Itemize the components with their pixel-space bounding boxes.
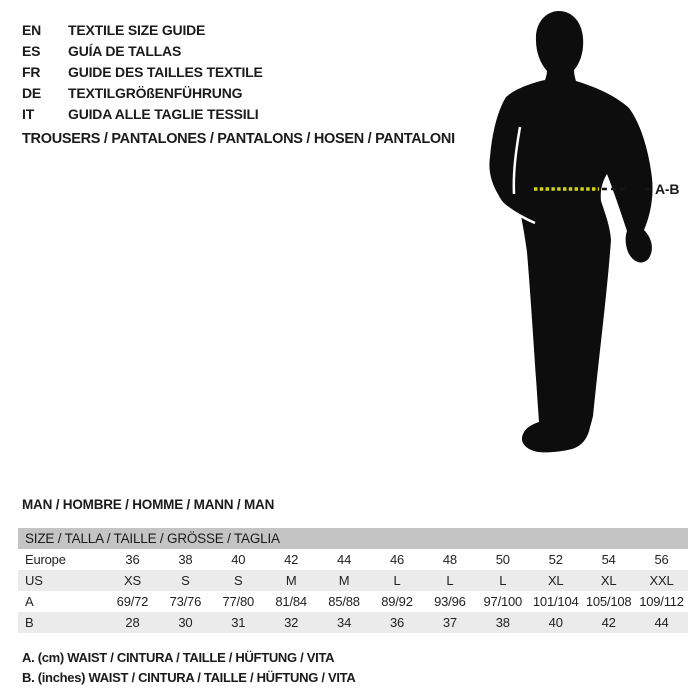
size-value-cell: 42 — [284, 552, 299, 567]
language-row-es — [22, 40, 263, 61]
language-code: DE — [22, 84, 42, 101]
size-value-cell: 44 — [337, 552, 352, 567]
language-row-en — [22, 19, 263, 40]
category-title: TROUSERS / PANTALONES / PANTALONS / HOSEN / PANTALONI — [22, 131, 455, 147]
section-title-man: MAN / HOMBRE / HOMME / MANN / MAN — [22, 497, 275, 512]
language-list — [22, 19, 263, 124]
size-value-cell: 42 — [582, 612, 635, 633]
language-code: FR — [22, 63, 41, 80]
size-value-cell: 77/80 — [222, 594, 255, 609]
size-value-cell: 81/84 — [275, 594, 307, 609]
table-row-us — [18, 570, 688, 591]
size-value-cell: 34 — [318, 612, 371, 633]
size-value-cell: XS — [106, 570, 159, 591]
language-label: GUÍA DE TALLAS — [68, 42, 182, 59]
size-value-cell: 40 — [231, 552, 246, 567]
size-value-cell: 109/112 — [639, 594, 684, 609]
size-value-cell: 37 — [423, 612, 476, 633]
size-value-cell: 31 — [212, 612, 265, 633]
language-label: GUIDE DES TAILLES TEXTILE — [68, 63, 263, 80]
size-value-cell: M — [265, 570, 318, 591]
size-value-cell: 93/96 — [434, 594, 466, 609]
size-value-cell: XL — [529, 570, 582, 591]
row-label-cell: US — [18, 570, 106, 591]
size-value-cell: 36 — [371, 612, 424, 633]
size-value-cell: 32 — [265, 612, 318, 633]
size-table-header-row — [18, 528, 688, 549]
row-label-cell: Europe — [25, 552, 66, 567]
man-silhouette-body — [489, 11, 652, 452]
language-label: TEXTILGRÖßENFÜHRUNG — [68, 84, 243, 101]
table-row-b — [18, 612, 688, 633]
table-row-a — [18, 591, 688, 612]
size-value-cell: 38 — [178, 552, 193, 567]
size-value-cell: XXL — [635, 570, 688, 591]
size-value-cell: XL — [582, 570, 635, 591]
size-value-cell: 54 — [601, 552, 616, 567]
size-value-cell: 97/100 — [483, 594, 523, 609]
size-value-cell: 38 — [476, 612, 529, 633]
size-value-cell: 52 — [548, 552, 563, 567]
language-label: GUIDA ALLE TAGLIE TESSILI — [68, 105, 259, 122]
size-value-cell: 101/104 — [532, 594, 579, 609]
size-value-cell: 56 — [654, 552, 669, 567]
size-value-cell: 30 — [159, 612, 212, 633]
size-value-cell: 36 — [125, 552, 140, 567]
arm-torso-gap-left — [514, 127, 520, 194]
size-value-cell: 105/108 — [585, 594, 632, 609]
language-row-fr — [22, 61, 263, 82]
table-row-europe — [18, 549, 688, 570]
row-label-cell: A — [25, 594, 34, 609]
size-value-cell: 50 — [495, 552, 510, 567]
size-value-cell: 44 — [635, 612, 688, 633]
size-value-cell: L — [476, 570, 529, 591]
footnote-a: A. (cm) WAIST / CINTURA / TAILLE / HÜFTUNG / VITA — [22, 650, 335, 665]
measure-label: A-B — [655, 181, 680, 197]
size-value-cell: M — [318, 570, 371, 591]
size-value-cell: L — [371, 570, 424, 591]
row-label-cell: B — [18, 612, 106, 633]
hand-pocket-gap — [497, 199, 535, 223]
size-value-cell: 73/76 — [169, 594, 202, 609]
language-code: IT — [22, 105, 35, 122]
language-label: TEXTILE SIZE GUIDE — [68, 21, 206, 38]
size-value-cell: 48 — [442, 552, 457, 567]
size-value-cell: L — [423, 570, 476, 591]
size-value-cell: 46 — [389, 552, 405, 567]
language-row-de — [22, 82, 263, 103]
man-silhouette — [480, 6, 660, 456]
size-table-body — [18, 528, 688, 633]
size-value-cell: S — [212, 570, 265, 591]
language-code: ES — [22, 42, 41, 59]
size-value-cell: 40 — [529, 612, 582, 633]
size-value-cell: 69/72 — [116, 594, 149, 609]
size-table-header: SIZE / TALLA / TAILLE / GRÖSSE / TAGLIA — [18, 528, 688, 549]
size-value-cell: 89/92 — [381, 594, 413, 609]
size-value-cell: 85/88 — [328, 594, 360, 609]
size-value-cell: S — [159, 570, 212, 591]
size-table — [18, 528, 688, 633]
language-row-it — [22, 103, 263, 124]
size-value-cell: 28 — [106, 612, 159, 633]
footnote-b: B. (inches) WAIST / CINTURA / TAILLE / HÜFTUNG / VITA — [22, 670, 356, 685]
language-code: EN — [22, 21, 42, 38]
